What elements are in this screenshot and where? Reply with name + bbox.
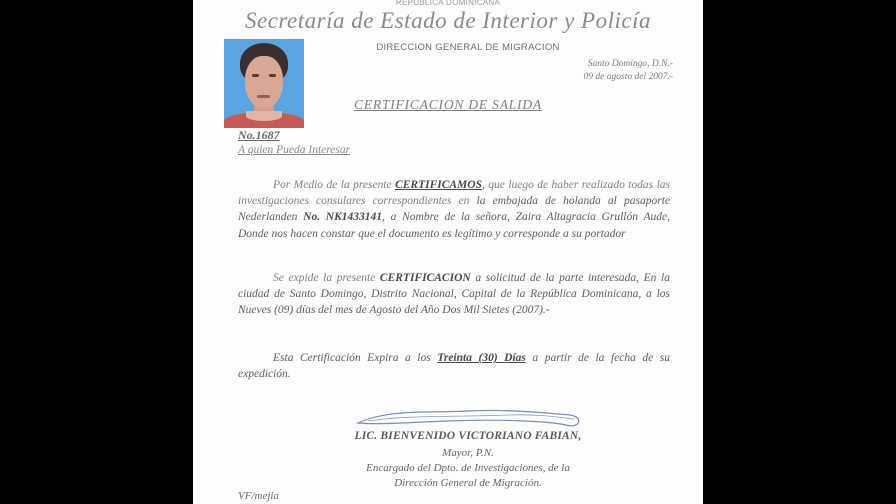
ministry-heading: Secretaría de Estado de Interior y Policía: [245, 8, 651, 33]
signatory-institution: Dirección General de Migración.: [394, 477, 542, 489]
reference-initials: VF/mejia: [238, 490, 279, 502]
holder-name: Zaira Altagracia Grullón Aude: [515, 211, 668, 224]
signatory-position: Encargado del Dpto. de Investigaciones, de la: [366, 462, 570, 474]
certificate-page: [193, 0, 703, 504]
document-title: CERTIFICACION DE SALIDA: [354, 97, 542, 112]
signature-icon: [348, 403, 588, 433]
paragraph-1: Por Medio de la presente CERTIFICAMOS, que luego de haber realizado todas las investigaciones consulares correspondientes en la embajada de holanda al pasaporte Nederlanden No. NK1433141, a Nombre de la señora, Zaira Altagracia Grullón Aude, Donde nos hacen constar que el documento es legítimo y corresponde a su portador: [238, 179, 671, 240]
place-date: [584, 58, 673, 84]
portrait-photo: [224, 39, 304, 128]
certificacion-keyword: CERTIFICACION: [379, 272, 471, 284]
validity-duration: Treinta (30) Días: [437, 352, 526, 364]
salutation: A quien Pueda Interesar: [238, 144, 351, 156]
department-heading: DIRECCION GENERAL DE MIGRACION: [376, 42, 560, 53]
certificate-number: No.1687: [238, 128, 280, 142]
place: Santo Domingo, D.N.-: [587, 59, 673, 69]
paragraph-3: Esta Certificación Expira a los Treinta (30) Días a partir de la fecha de su expedición.: [238, 352, 670, 381]
certificamos-keyword: CERTIFICAMOS: [395, 179, 482, 191]
signatory-name: LIC. BIENVENIDO VICTORIANO FABIAN,: [354, 430, 582, 442]
date: 09 de agosto del 2007.-: [583, 72, 673, 82]
country-heading: REPUBLICA DOMINICANA: [395, 0, 501, 7]
paragraph-2: Se expide la presente CERTIFICACION a solicitud de la parte interesada, En la ciudad de Santo Domingo, Distrito Nacional, Capital de la República Dominicana, a los Nueves (09) días del mes de Agosto del Año Dos Mil Sietes (2007).-: [238, 272, 670, 317]
signatory-rank: Mayor, P.N.: [442, 447, 494, 459]
passport-number: No. NK1433141: [303, 211, 383, 224]
